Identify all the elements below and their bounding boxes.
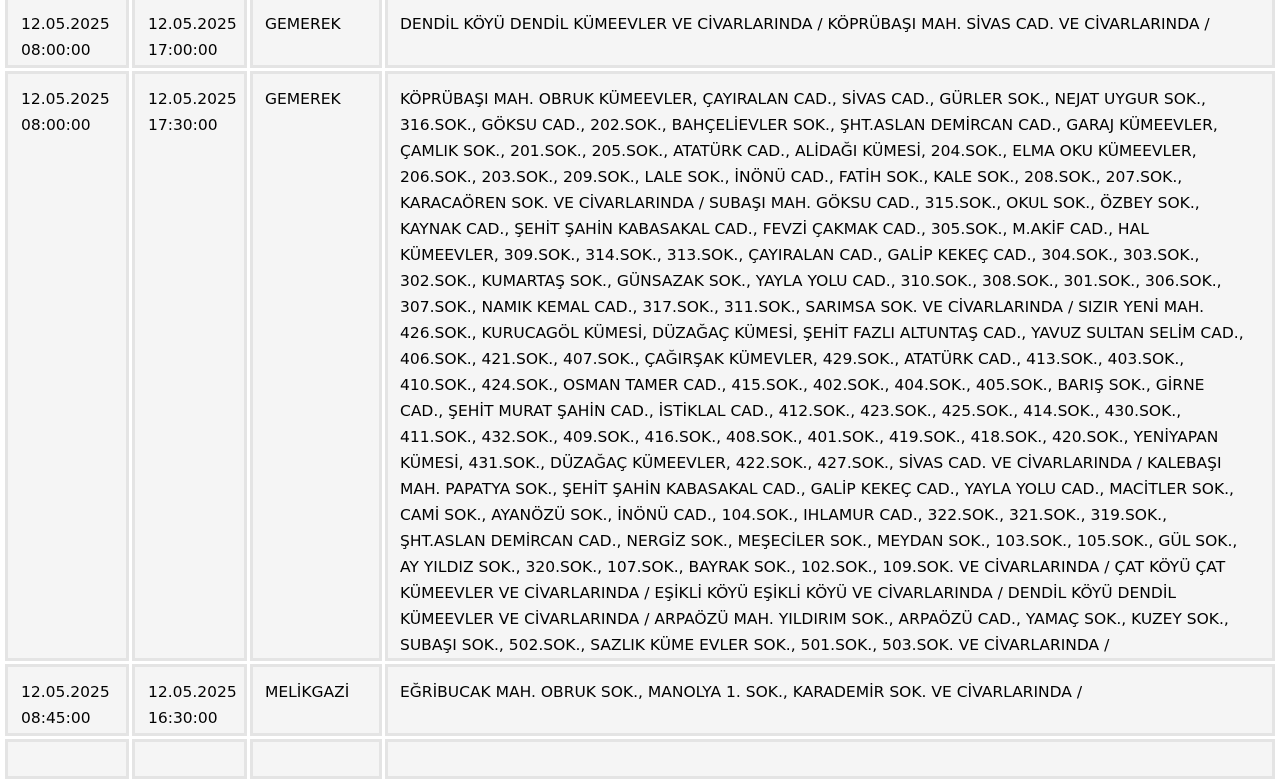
- end-date: 12.05.2025: [148, 15, 237, 33]
- district-cell: MELİKGAZİ: [250, 664, 382, 736]
- end-date: 12.05.2025: [148, 683, 237, 701]
- start-datetime-cell: [5, 664, 129, 736]
- locations-cell: EĞRİBUCAK MAH. OBRUK SOK., MANOLYA 1. SOK., KARADEMİR SOK. VE CİVARLARINDA /: [385, 664, 1275, 736]
- locations-cell: KÖPRÜBAŞI MAH. OBRUK KÜMEEVLER, ÇAYIRALAN CAD., SİVAS CAD., GÜRLER SOK., NEJAT UYGUR SOK., 316.SOK., GÖKSU CAD., 202.SOK., BAHÇELİEVLER SOK., ŞHT.ASLAN DEMİRCAN CAD., GARAJ KÜMEEVLER, ÇAMLIK SOK., 201.SOK., 205.SOK., ATATÜRK CAD., ALİDAĞI KÜMESİ, 204.SOK., ELMA OKU KÜMEEVLER, 206.SOK., 203.SOK., 209.SOK., LALE SOK., İNÖNÜ CAD., FATİH SOK., KALE SOK., 208.SOK., 207.SOK., KARACAÖREN SOK. VE CİVARLARINDA / SUBAŞI MAH. GÖKSU CAD., 315.SOK., OKUL SOK., ÖZBEY SOK., KAYNAK CAD., ŞEHİT ŞAHİN KABASAKAL CAD., FEVZİ ÇAKMAK CAD., 305.SOK., M.AKİF CAD., HAL KÜMEEVLER, 309.SOK., 314.SOK., 313.SOK., ÇAYIRALAN CAD., GALİP KEKEÇ CAD., 304.SOK., 303.SOK., 302.SOK., KUMARTAŞ SOK., GÜNSAZAK SOK., YAYLA YOLU CAD., 310.SOK., 308.SOK., 301.SOK., 306.SOK., 307.SOK., NAMIK KEMAL CAD., 317.SOK., 311.SOK., SARIMSA SOK. VE CİVARLARINDA / SIZIR YENİ MAH. 426.SOK., KURUCAGÖL KÜMESİ, DÜZAĞAÇ KÜMESİ, ŞEHİT FAZLI ALTUNTAŞ CAD., YAVUZ SULTAN SELİM CAD., 406.SOK., 421.SOK., 407.SOK., ÇAĞIRŞAK KÜMEVLER, 429.SOK., ATATÜRK CAD., 413.SOK., 403.SOK., 410.SOK., 424.SOK., OSMAN TAMER CAD., 415.SOK., 402.SOK., 404.SOK., 405.SOK., BARIŞ SOK., GİRNE CAD., ŞEHİT MURAT ŞAHİN CAD., İSTİKLAL CAD., 412.SOK., 423.SOK., 425.SOK., 414.SOK., 430.SOK., 411.SOK., 432.SOK., 409.SOK., 416.SOK., 408.SOK., 401.SOK., 419.SOK., 418.SOK., 420.SOK., YENİYAPAN KÜMESİ, 431.SOK., DÜZAĞAÇ KÜMEEVLER, 422.SOK., 427.SOK., SİVAS CAD. VE CİVARLARINDA / KALEBAŞI MAH. PAPATYA SOK., ŞEHİT ŞAHİN KABASAKAL CAD., GALİP KEKEÇ CAD., YAYLA YOLU CAD., MACİTLER SOK., CAMİ SOK., AYANÖZÜ SOK., İNÖNÜ CAD., 104.SOK., IHLAMUR CAD., 322.SOK., 321.SOK., 319.SOK., ŞHT.ASLAN DEMİRCAN CAD., NERGİZ SOK., MEŞECİLER SOK., MEYDAN SOK., 103.SOK., 105.SOK., GÜL SOK., AY YILDIZ SOK., 320.SOK., 107.SOK., BAYRAK SOK., 102.SOK., 109.SOK. VE CİVARLARINDA / ÇAT KÖYÜ ÇAT KÜMEEVLER VE CİVARLARINDA / EŞİKLİ KÖYÜ EŞİKLİ KÖYÜ VE CİVARLARINDA / DENDİL KÖYÜ DENDİL KÜMEEVLER VE CİVARLARINDA / ARPAÖZÜ MAH. YILDIRIM SOK., ARPAÖZÜ CAD., YAMAÇ SOK., KUZEY SOK., SUBAŞI SOK., 502.SOK., SAZLIK KÜME EVLER SOK., 501.SOK., 503.SOK. VE CİVARLARINDA /: [385, 71, 1275, 661]
- district-cell: [250, 739, 382, 779]
- start-datetime-cell: [5, 739, 129, 779]
- start-date: 12.05.2025: [21, 15, 110, 33]
- table-row: [5, 739, 1275, 779]
- start-datetime-cell: [5, 0, 129, 68]
- end-datetime-cell: [132, 664, 247, 736]
- start-datetime-cell: [5, 71, 129, 661]
- locations-cell: [385, 739, 1275, 779]
- table-row: [5, 0, 1275, 68]
- end-datetime-cell: [132, 0, 247, 68]
- district-cell: GEMEREK: [250, 0, 382, 68]
- table-row: [5, 71, 1275, 661]
- end-time: 16:30:00: [148, 709, 218, 727]
- start-date: 12.05.2025: [21, 90, 110, 108]
- power-outage-table: [2, 0, 1278, 782]
- table-row: [5, 664, 1275, 736]
- end-time: 17:00:00: [148, 41, 218, 59]
- start-time: 08:00:00: [21, 116, 91, 134]
- start-time: 08:45:00: [21, 709, 91, 727]
- start-time: 08:00:00: [21, 41, 91, 59]
- start-date: 12.05.2025: [21, 683, 110, 701]
- end-date: 12.05.2025: [148, 90, 237, 108]
- district-cell: GEMEREK: [250, 71, 382, 661]
- locations-cell: DENDİL KÖYÜ DENDİL KÜMEEVLER VE CİVARLARINDA / KÖPRÜBAŞI MAH. SİVAS CAD. VE CİVARLARINDA /: [385, 0, 1275, 68]
- end-datetime-cell: [132, 739, 247, 779]
- end-time: 17:30:00: [148, 116, 218, 134]
- end-datetime-cell: [132, 71, 247, 661]
